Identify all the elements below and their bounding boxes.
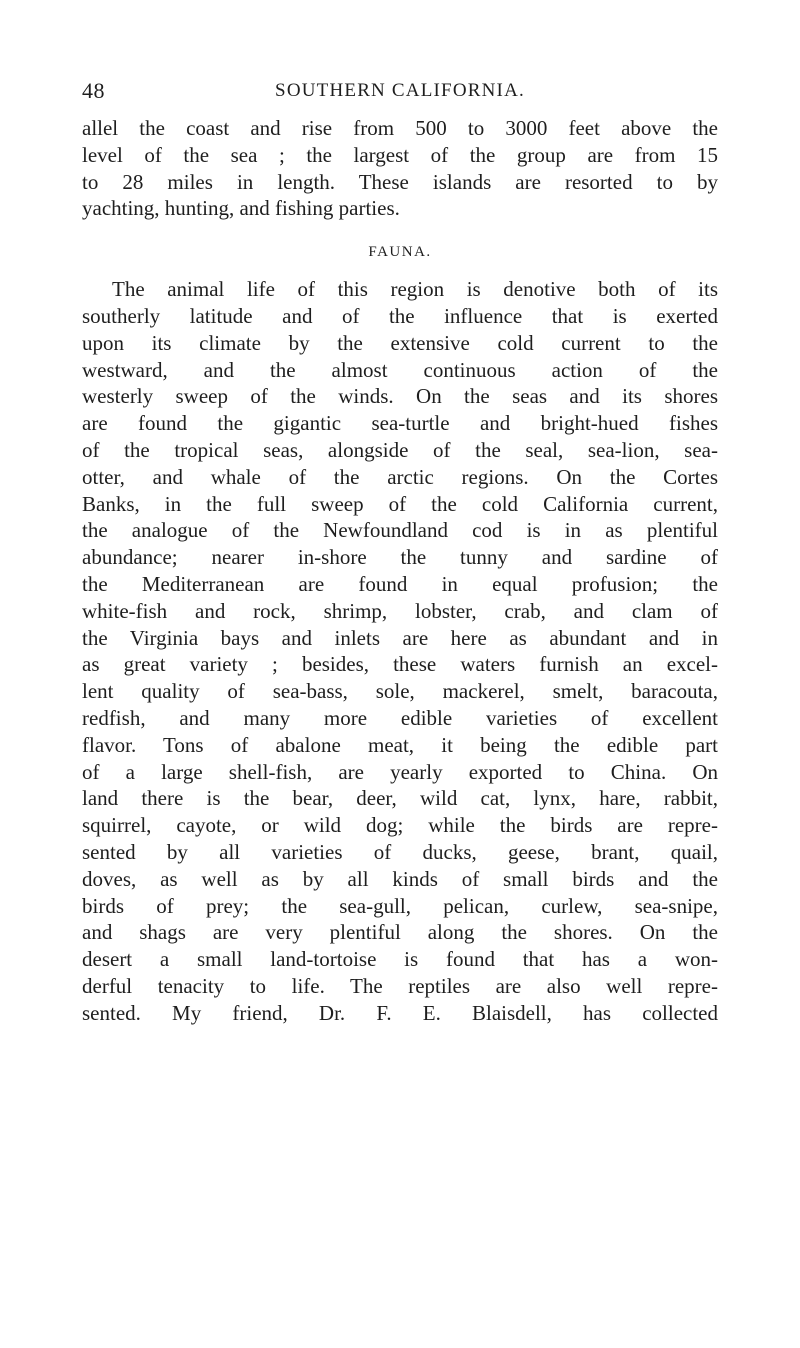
- text-line: sented by all varieties of ducks, geese, brant, quail,: [82, 839, 718, 864]
- text-line: southerly latitude and of the influence that is exerted: [82, 303, 718, 328]
- text-line: abundance; nearer in-shore the tunny and sardine of: [82, 545, 718, 570]
- text-line: to 28 miles in length. These islands are resorted to by: [82, 169, 718, 194]
- text-line: derful tenacity to life. The reptiles are also well repre-: [82, 973, 718, 998]
- page-number: 48: [82, 78, 105, 103]
- paragraph-continued: [82, 115, 718, 222]
- text-line: birds of prey; the sea-gull, pelican, curlew, sea-snipe,: [82, 893, 718, 918]
- text-line: upon its climate by the extensive cold current to the: [82, 330, 718, 355]
- text-line: as great variety ; besides, these waters furnish an excel-: [82, 652, 718, 677]
- text-line: white-fish and rock, shrimp, lobster, crab, and clam of: [82, 598, 718, 623]
- text-line: are found the gigantic sea-turtle and bright-hued fishes: [82, 411, 718, 436]
- text-line: lent quality of sea-bass, sole, mackerel, smelt, baracouta,: [82, 679, 718, 704]
- text-line: flavor. Tons of abalone meat, it being the edible part: [82, 732, 718, 757]
- body-text: [82, 115, 718, 1027]
- running-head: [82, 78, 718, 108]
- paragraph-fauna: [82, 276, 718, 1026]
- text-line: yachting, hunting, and fishing parties.: [82, 196, 400, 221]
- text-line: The animal life of this region is denotive both of its: [112, 277, 718, 302]
- text-line: land there is the bear, deer, wild cat, lynx, hare, rabbit,: [82, 786, 718, 811]
- text-line: otter, and whale of the arctic regions. On the Cortes: [82, 464, 718, 489]
- text-line: the Virginia bays and inlets are here as abundant and in: [82, 625, 718, 650]
- text-line: westward, and the almost continuous action of the: [82, 357, 718, 382]
- text-line: level of the sea ; the largest of the group are from 15: [82, 142, 718, 167]
- text-line: westerly sweep of the winds. On the seas and its shores: [82, 384, 718, 409]
- text-line: squirrel, cayote, or wild dog; while the birds are repre-: [82, 813, 718, 838]
- text-line: the analogue of the Newfoundland cod is in as plentiful: [82, 518, 718, 543]
- text-line: redfish, and many more edible varieties of excellent: [82, 705, 718, 730]
- text-line: and shags are very plentiful along the shores. On the: [82, 920, 718, 945]
- text-line: allel the coast and rise from 500 to 3000 feet above the: [82, 116, 718, 140]
- text-line: desert a small land-tortoise is found that has a won-: [82, 947, 718, 972]
- text-line: the Mediterranean are found in equal profusion; the: [82, 571, 718, 596]
- text-line: doves, as well as by all kinds of small birds and the: [82, 866, 718, 891]
- text-line: Banks, in the full sweep of the cold California current,: [82, 491, 718, 516]
- text-line: of the tropical seas, alongside of the seal, sea-lion, sea-: [82, 437, 718, 462]
- running-title: SOUTHERN CALIFORNIA.: [275, 80, 525, 101]
- section-heading: FAUNA.: [368, 244, 432, 261]
- text-line: sented. My friend, Dr. F. E. Blaisdell, has collected: [82, 1000, 718, 1025]
- text-line: of a large shell-fish, are yearly exported to China. On: [82, 759, 718, 784]
